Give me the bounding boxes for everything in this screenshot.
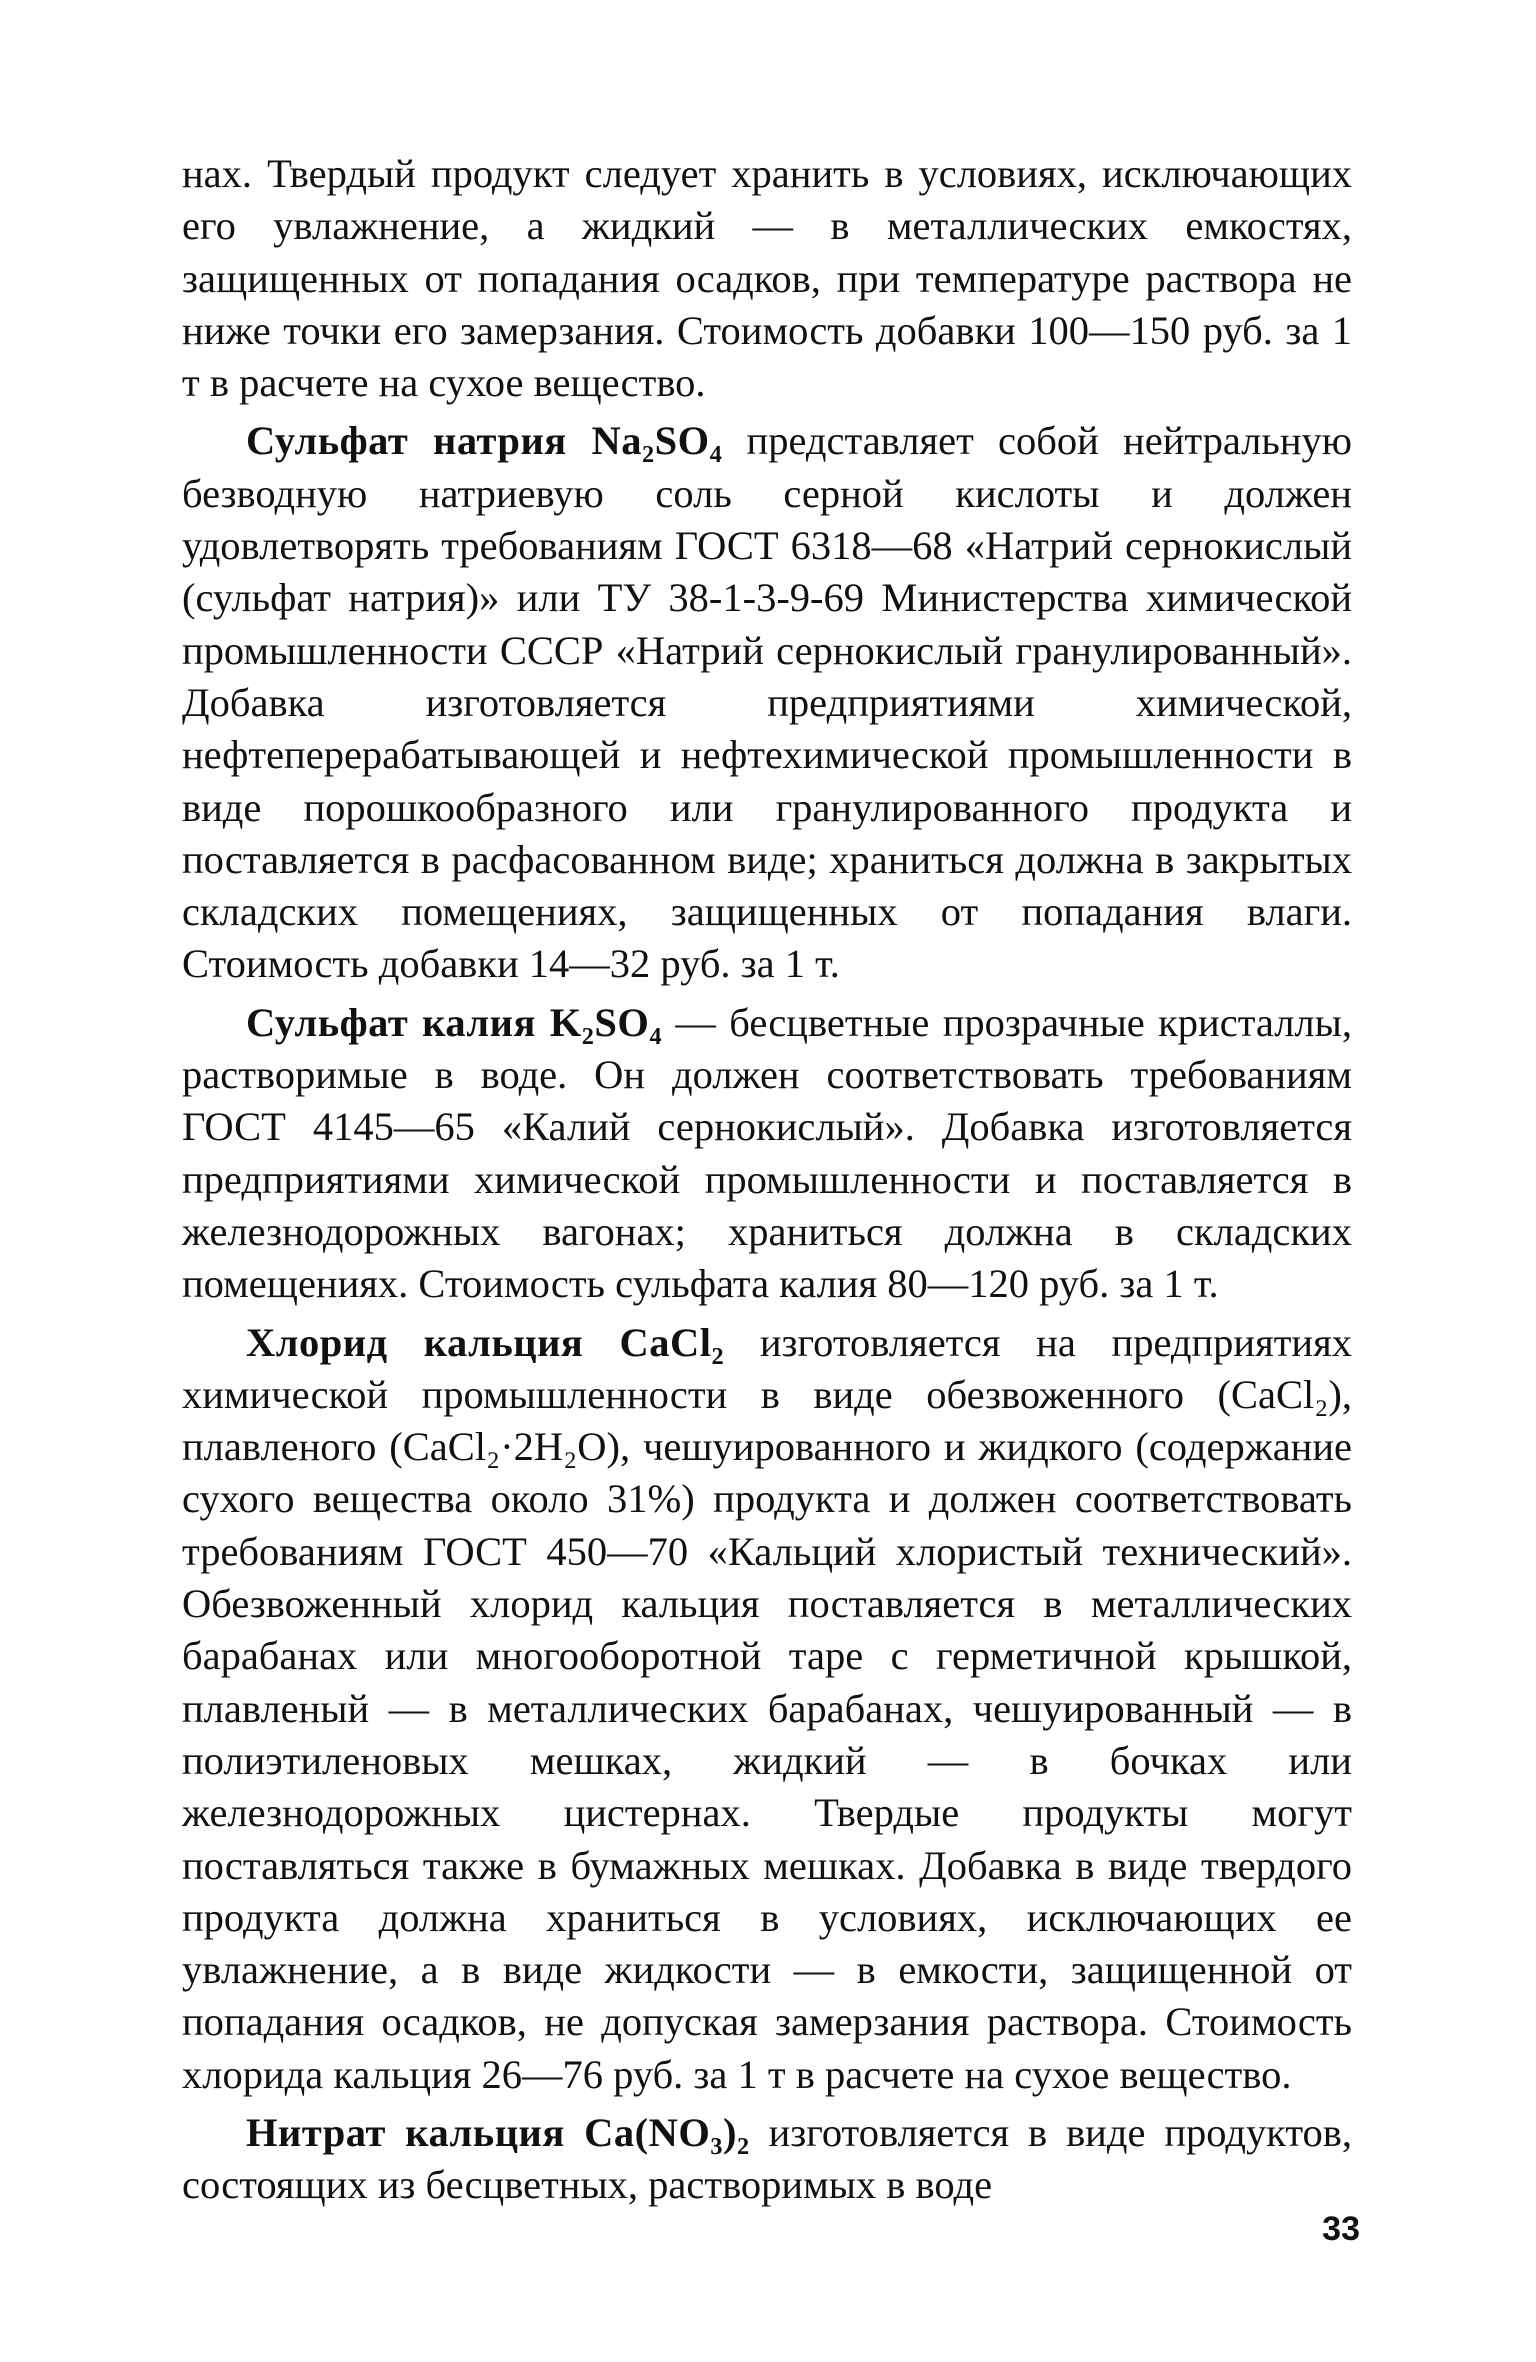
body-sodium-sulfate: представляет собой нейтральную безводную натриевую соль серной кислоты и должен удовлетворять требованиям ГОСТ 6318—68 «Натрий сернокислый (сульфат натрия)» или ТУ 38-1-3-9-69 Министерства химической промышленности СССР «Натрий сернокислый гранулированный». Добавка изготовляется предприятиями химической, нефтеперерабатывающей и нефтехимической промышленности в виде порошкообразного или гранулированного продукта и поставляется в расфасованном виде; храниться должна в закрытых складских помещениях, защищенных от попадания влаги. Стоимость добавки 14—32 руб. за 1 т. bbox=[182, 418, 1353, 987]
body-calcium-nitrate: изготовляется в виде продуктов, состоящих из бесцветных, растворимых в воде bbox=[182, 2109, 1352, 2208]
paragraph-calcium-chloride bbox=[182, 1317, 1352, 2101]
term-potassium-sulfate: Сульфат калия K₂SO₄ bbox=[246, 999, 663, 1045]
term-calcium-chloride: Хлорид кальция CaCl₂ bbox=[246, 1319, 725, 1365]
paragraph-calcium-nitrate bbox=[182, 2107, 1352, 2212]
page-body bbox=[182, 148, 1352, 2212]
body-calcium-chloride: изготовляется на предприятиях химической промышленности в виде обезвоженного (CaCl₂), плавленого (CaCl₂·2H₂O), чешуированного и жидкого (содержание сухого вещества около 31%) продукта и должен соответствовать требованиям ГОСТ 450—70 «Кальций хлористый технический». Обезвоженный хлорид кальция поставляется в металлических барабанах или многооборотной таре с герметичной крышкой, плавленый — в металлических барабанах, чешуированный — в полиэтиленовых мешках, жидкий — в бочках или железнодорожных цистернах. Твердые продукты могут поставляться также в бумажных мешках. Добавка в виде твердого продукта должна храниться в условиях, исключающих ее увлажнение, а в виде жидкости — в емкости, защищенной от попадания осадков, не допуская замерзания раствора. Стоимость хлорида кальция 26—76 руб. за 1 т в расчете на сухое вещество. bbox=[182, 1319, 1352, 2097]
intro-paragraph: нах. Твердый продукт следует хранить в условиях, исключающих его увлажнение, а жидкий — в металлических емкостях, защищенных от попадания осадков, при температуре раствора не ниже точки его замерзания. Стоимость добавки 100—150 руб. за 1 т в расчете на сухое вещество. bbox=[182, 151, 1352, 406]
page-number: 33 bbox=[1322, 2210, 1360, 2248]
paragraph-sodium-sulfate bbox=[182, 415, 1352, 990]
paragraph-potassium-sulfate bbox=[182, 997, 1352, 1311]
term-sodium-sulfate: Сульфат натрия Na₂SO₄ bbox=[246, 418, 723, 464]
term-calcium-nitrate: Нитрат кальция Ca(NO₃)₂ bbox=[246, 2109, 750, 2155]
body-potassium-sulfate: — бесцветные прозрачные кристаллы, растворимые в воде. Он должен соответствовать требованиям ГОСТ 4145—65 «Калий сернокислый». Добавка изготовляется предприятиями химической промышленности и поставляется в железнодорожных вагонах; храниться должна в складских помещениях. Стоимость сульфата калия 80—120 руб. за 1 т. bbox=[182, 999, 1352, 1307]
